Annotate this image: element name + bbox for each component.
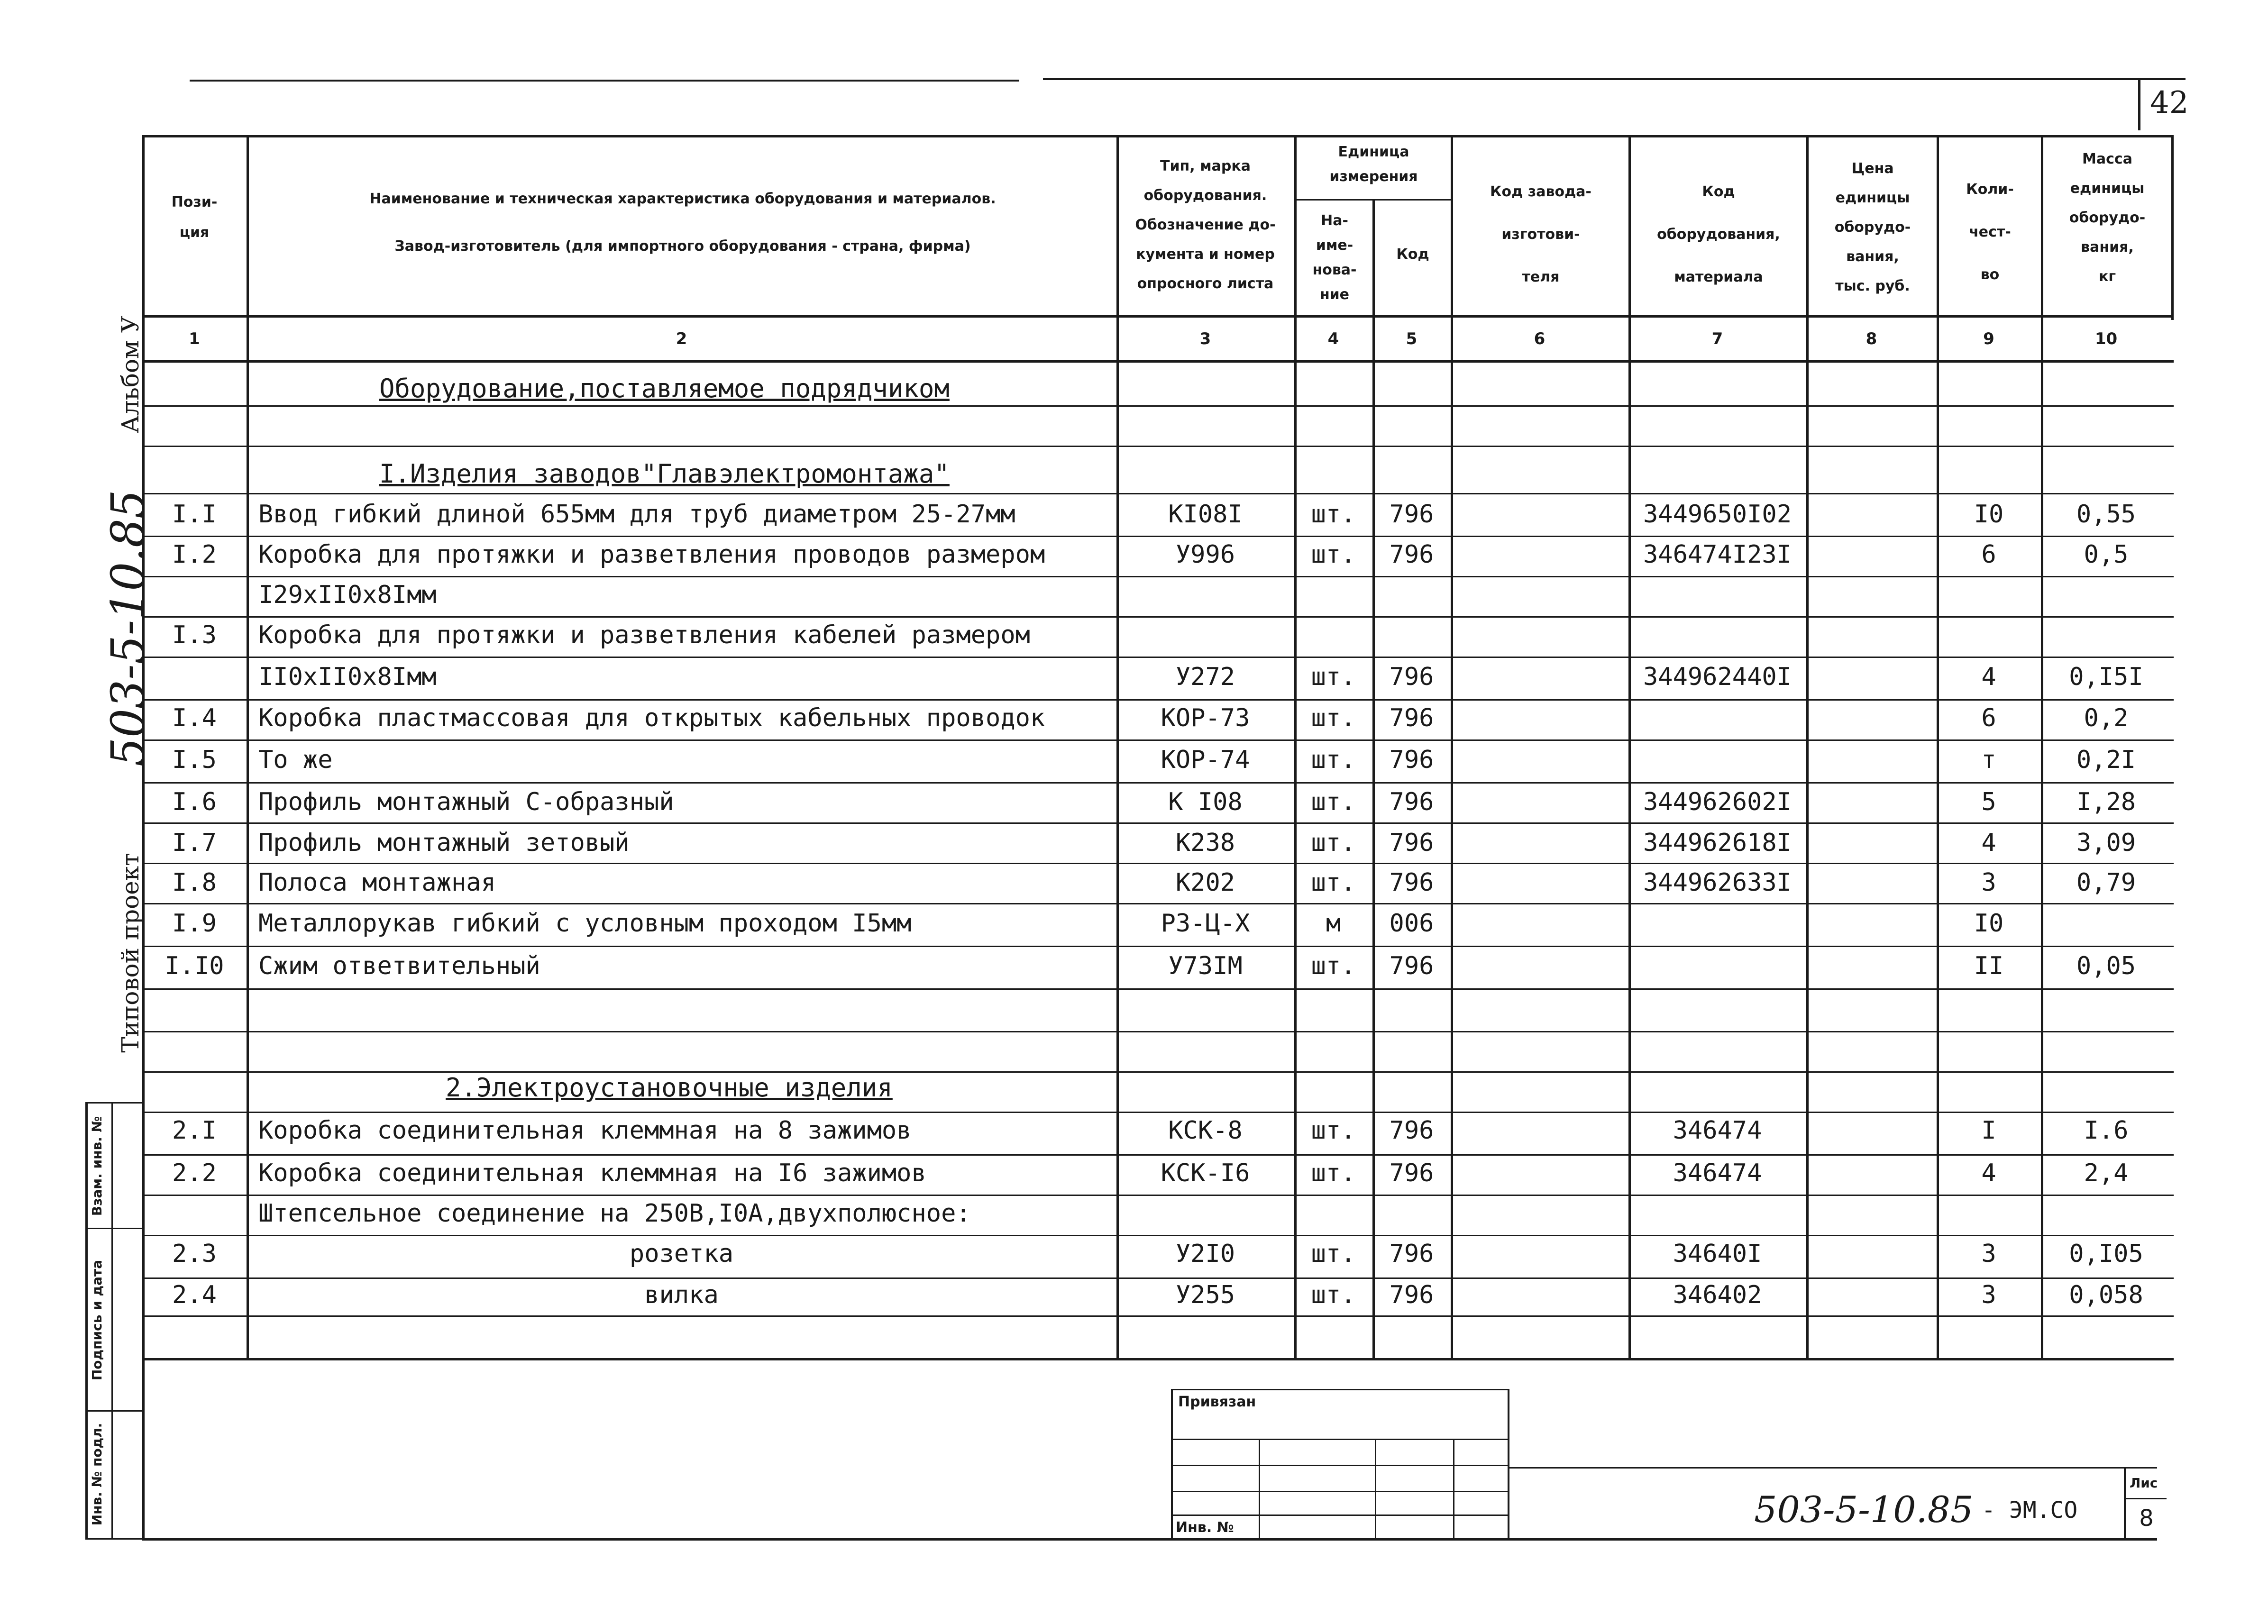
colnum-4: 4 bbox=[1327, 329, 1339, 348]
row-pos: I.9 bbox=[172, 909, 217, 938]
section-heading-2: 2.Электроустановочные изделия bbox=[446, 1073, 893, 1103]
colnum-3: 3 bbox=[1199, 329, 1211, 348]
row-code: 796 bbox=[1389, 1159, 1434, 1187]
inv-no-label: Инв. № bbox=[1176, 1519, 1234, 1536]
row-type: У996 bbox=[1175, 540, 1235, 569]
row-type: КОР-73 bbox=[1161, 704, 1250, 732]
row-type: У73IМ bbox=[1168, 952, 1243, 980]
row-mass: 2,4 bbox=[2084, 1159, 2129, 1187]
row-qty: I0 bbox=[1974, 909, 2004, 938]
row-mat-code: 346474 bbox=[1673, 1116, 1762, 1145]
privyazan-line bbox=[1171, 1465, 1509, 1466]
privyazan-col bbox=[1375, 1439, 1376, 1538]
list-number: 8 bbox=[2139, 1505, 2154, 1532]
row-mass: 0,05 bbox=[2076, 952, 2136, 980]
row-code: 796 bbox=[1389, 704, 1434, 732]
row-code: 796 bbox=[1389, 1116, 1434, 1145]
row-mat-code: 344962633I bbox=[1643, 868, 1792, 897]
stamp-label-inv-podl: Инв. № подл. bbox=[89, 1423, 105, 1526]
row-mat-code: 3449650I02 bbox=[1643, 500, 1792, 529]
row-type: У2I0 bbox=[1175, 1240, 1235, 1268]
row-name: розетка bbox=[629, 1240, 734, 1268]
row-line bbox=[142, 493, 2174, 494]
row-line bbox=[142, 1315, 2174, 1317]
row-name: вилка bbox=[644, 1281, 719, 1309]
row-pos: I.6 bbox=[172, 788, 217, 816]
stamp-line bbox=[85, 1228, 145, 1229]
row-code: 796 bbox=[1389, 952, 1434, 980]
row-unit: шт. bbox=[1311, 704, 1356, 732]
row-type: КСК-I6 bbox=[1161, 1159, 1250, 1187]
row-type: КОР-74 bbox=[1161, 746, 1250, 774]
row-qty: I bbox=[1981, 1116, 1996, 1145]
row-mat-code: 346402 bbox=[1673, 1281, 1762, 1309]
row-code: 796 bbox=[1389, 829, 1434, 857]
row-pos: I.I0 bbox=[165, 952, 224, 980]
list-box-left bbox=[2124, 1467, 2126, 1538]
row-type: KI08I bbox=[1168, 500, 1243, 529]
row-unit: шт. bbox=[1311, 788, 1356, 816]
stamp-label-vzam: Взам. инв. № bbox=[89, 1116, 105, 1216]
row-qty: 6 bbox=[1981, 540, 1996, 569]
row-pos: 2.I bbox=[172, 1116, 217, 1145]
colnum-9: 9 bbox=[1983, 329, 1994, 348]
row-code: 796 bbox=[1389, 1240, 1434, 1268]
row-code: 796 bbox=[1389, 663, 1434, 691]
row-pos: I.8 bbox=[172, 868, 217, 897]
table-border-top bbox=[142, 135, 2174, 137]
side-label-project-code: 503-5-10.85 bbox=[101, 490, 155, 767]
header-col9: Коли- чест- во bbox=[1966, 181, 2014, 283]
stamp-line bbox=[85, 1102, 145, 1104]
row-unit: шт. bbox=[1311, 500, 1356, 529]
row-mat-code: 346474I23I bbox=[1643, 540, 1792, 569]
row-type: У255 bbox=[1175, 1281, 1235, 1309]
row-name: Коробка пластмассовая для открытых кабельных проводок bbox=[258, 704, 1045, 732]
row-type: К238 bbox=[1175, 829, 1235, 857]
row-code: 796 bbox=[1389, 1281, 1434, 1309]
row-name: Коробка соединительная клеммная на 8 зажимов bbox=[258, 1116, 912, 1145]
row-qty: 3 bbox=[1981, 868, 1996, 897]
privyazan-box-top bbox=[1171, 1389, 1509, 1390]
row-unit: шт. bbox=[1311, 829, 1356, 857]
header-col6: Код завода- изготови- теля bbox=[1490, 183, 1591, 285]
header-col2: Наименование и техническая характеристика оборудования и материалов. Завод-изготовитель (для импортного оборудования - страна, фирма) bbox=[369, 191, 996, 255]
doc-code: 503-5-10.85 bbox=[1754, 1488, 1974, 1531]
row-code: 796 bbox=[1389, 746, 1434, 774]
row-line bbox=[142, 446, 2174, 447]
row-code: 796 bbox=[1389, 500, 1434, 529]
side-label-album: Альбом У bbox=[117, 316, 144, 433]
colnum-6: 6 bbox=[1534, 329, 1546, 348]
row-type: К202 bbox=[1175, 868, 1235, 897]
stamp-line bbox=[85, 1410, 145, 1412]
row-mat-code: 344962602I bbox=[1643, 788, 1792, 816]
row-unit: шт. bbox=[1311, 1159, 1356, 1187]
row-line bbox=[142, 988, 2174, 990]
row-mass: 0,55 bbox=[2076, 500, 2136, 529]
stamp-label-podpis: Подпись и дата bbox=[89, 1259, 105, 1381]
colnum-10: 10 bbox=[2094, 329, 2118, 348]
row-unit: шт. bbox=[1311, 1116, 1356, 1145]
top-border-line-right bbox=[1043, 78, 2186, 80]
row-pos: I.I bbox=[172, 500, 217, 529]
section-heading-1: I.Изделия заводов"Главэлектромонтажа" bbox=[379, 459, 950, 489]
row-mass: 0,2I bbox=[2076, 746, 2136, 774]
list-label: Лис bbox=[2130, 1475, 2158, 1491]
stamp-border-mid bbox=[111, 1102, 113, 1538]
privyazan-line bbox=[1171, 1439, 1509, 1440]
row-mat-code: 346474 bbox=[1673, 1159, 1762, 1187]
row-mat-code: 34640I bbox=[1673, 1240, 1762, 1268]
row-code: 006 bbox=[1389, 909, 1434, 938]
privyazan-col bbox=[1259, 1439, 1260, 1538]
row-unit: шт. bbox=[1311, 1281, 1356, 1309]
row-unit: шт. bbox=[1311, 746, 1356, 774]
colnum-7: 7 bbox=[1711, 329, 1723, 348]
row-name: Штепсельное соединение на 250В,I0А,двухполюсное: bbox=[258, 1199, 971, 1228]
side-label-project-type: Типовой проект bbox=[117, 853, 144, 1053]
row-name: Профиль монтажный С-образный bbox=[258, 788, 674, 816]
row-name: Металлорукав гибкий с условным проходом I5мм bbox=[258, 909, 912, 938]
row-qty: 5 bbox=[1981, 788, 1996, 816]
row-name: Профиль монтажный зетовый bbox=[258, 829, 630, 857]
row-qty: 4 bbox=[1981, 1159, 1996, 1187]
top-border-line-left bbox=[190, 80, 1019, 82]
row-pos: I.5 bbox=[172, 746, 217, 774]
row-mass: 0,2 bbox=[2084, 704, 2129, 732]
colnum-5: 5 bbox=[1406, 329, 1418, 348]
row-mass: I,28 bbox=[2076, 788, 2136, 816]
stamp-line bbox=[85, 1538, 145, 1540]
privyazan-col bbox=[1453, 1439, 1454, 1538]
frame-bottom-line bbox=[142, 1538, 2157, 1541]
row-type: К I08 bbox=[1168, 788, 1243, 816]
row-unit: шт. bbox=[1311, 868, 1356, 897]
row-mat-code: 344962440I bbox=[1643, 663, 1792, 691]
row-mat-code: 344962618I bbox=[1643, 829, 1792, 857]
row-pos: I.4 bbox=[172, 704, 217, 732]
row-code: 796 bbox=[1389, 540, 1434, 569]
row-name: Полоса монтажная bbox=[258, 868, 496, 897]
row-mass: 0,5 bbox=[2084, 540, 2129, 569]
row-name: Ввод гибкий длиной 655мм для труб диаметром 25-27мм bbox=[258, 500, 1015, 529]
page-number-divider bbox=[2138, 78, 2140, 130]
row-qty: 3 bbox=[1981, 1240, 1996, 1268]
header-col7: Код оборудования, материала bbox=[1657, 183, 1780, 285]
page-number: 42 bbox=[2150, 85, 2189, 120]
unit-header-divider bbox=[1294, 199, 1451, 201]
header-col8: Цена единицы оборудо- вания, тыс. руб. bbox=[1834, 160, 1911, 294]
row-type: КСК-8 bbox=[1168, 1116, 1243, 1145]
row-qty: 4 bbox=[1981, 829, 1996, 857]
header-col5: Код bbox=[1396, 246, 1429, 263]
row-name: Сжим ответвительный bbox=[258, 952, 540, 980]
row-pos: 2.3 bbox=[172, 1240, 217, 1268]
privyazan-label: Привязан bbox=[1178, 1394, 1256, 1410]
row-name: Коробка для протяжки и разветвления проводов размером bbox=[258, 540, 1045, 569]
row-pos: 2.2 bbox=[172, 1159, 217, 1187]
row-mass: 0,79 bbox=[2076, 868, 2136, 897]
row-mass: I.6 bbox=[2084, 1116, 2129, 1145]
header-col4: На- име- нова- ние bbox=[1312, 212, 1357, 303]
row-name: То же bbox=[258, 746, 333, 774]
header-col1: Пози- ция bbox=[171, 194, 218, 241]
row-unit: шт. bbox=[1311, 663, 1356, 691]
colnum-8: 8 bbox=[1866, 329, 1877, 348]
row-unit: шт. bbox=[1311, 1240, 1356, 1268]
section-heading-main: Оборудование,поставляемое подрядчиком bbox=[379, 374, 950, 403]
row-name: Коробка для протяжки и разветвления кабелей размером bbox=[258, 621, 1030, 649]
row-qty: 3 bbox=[1981, 1281, 1996, 1309]
row-qty: I0 bbox=[1974, 500, 2004, 529]
row-pos: I.7 bbox=[172, 829, 217, 857]
doc-code-suffix: - ЭМ.СО bbox=[1982, 1497, 2078, 1524]
row-code: 796 bbox=[1389, 788, 1434, 816]
colnum-1: 1 bbox=[189, 329, 200, 348]
table-bottom-line bbox=[142, 1358, 2174, 1360]
row-line bbox=[142, 576, 2174, 577]
header-col3: Тип, марка оборудования. Обозначение до- кумента и номер опросного листа bbox=[1135, 158, 1276, 292]
list-box-line bbox=[2124, 1498, 2167, 1499]
row-type: У272 bbox=[1175, 663, 1235, 691]
row-unit: шт. bbox=[1311, 540, 1356, 569]
privyazan-line bbox=[1171, 1491, 1509, 1492]
row-type: Р3-Ц-Х bbox=[1161, 909, 1250, 938]
row-pos: 2.4 bbox=[172, 1281, 217, 1309]
row-qty: 4 bbox=[1981, 663, 1996, 691]
row-qty: II bbox=[1974, 952, 2004, 980]
header-unit: Единица измерения bbox=[1329, 144, 1418, 185]
header-col10: Масса единицы оборудо- вания, кг bbox=[2069, 151, 2146, 285]
row-mass: 0,I5I bbox=[2069, 663, 2143, 691]
title-block-line bbox=[1508, 1467, 2157, 1469]
row-mass: 0,I05 bbox=[2069, 1240, 2143, 1268]
colnum-bottom-line bbox=[142, 360, 2174, 363]
row-line bbox=[142, 1031, 2174, 1032]
row-pos: I.2 bbox=[172, 540, 217, 569]
row-mass: 3,09 bbox=[2076, 829, 2136, 857]
row-name-cont: II0xII0x8Iмм bbox=[258, 663, 437, 691]
row-unit: шт. bbox=[1311, 952, 1356, 980]
row-name: Коробка соединительная клеммная на I6 зажимов bbox=[258, 1159, 926, 1187]
row-name-cont: I29xII0x8Iмм bbox=[258, 581, 437, 609]
row-qty: т bbox=[1981, 746, 1996, 774]
row-mass: 0,058 bbox=[2069, 1281, 2143, 1309]
row-unit: м bbox=[1326, 909, 1341, 938]
stamp-border-right bbox=[142, 1358, 145, 1541]
colnum-2: 2 bbox=[676, 329, 687, 348]
row-code: 796 bbox=[1389, 868, 1434, 897]
privyazan-line bbox=[1171, 1515, 1509, 1516]
row-qty: 6 bbox=[1981, 704, 1996, 732]
row-pos: I.3 bbox=[172, 621, 217, 649]
table-border-right bbox=[2171, 135, 2174, 320]
